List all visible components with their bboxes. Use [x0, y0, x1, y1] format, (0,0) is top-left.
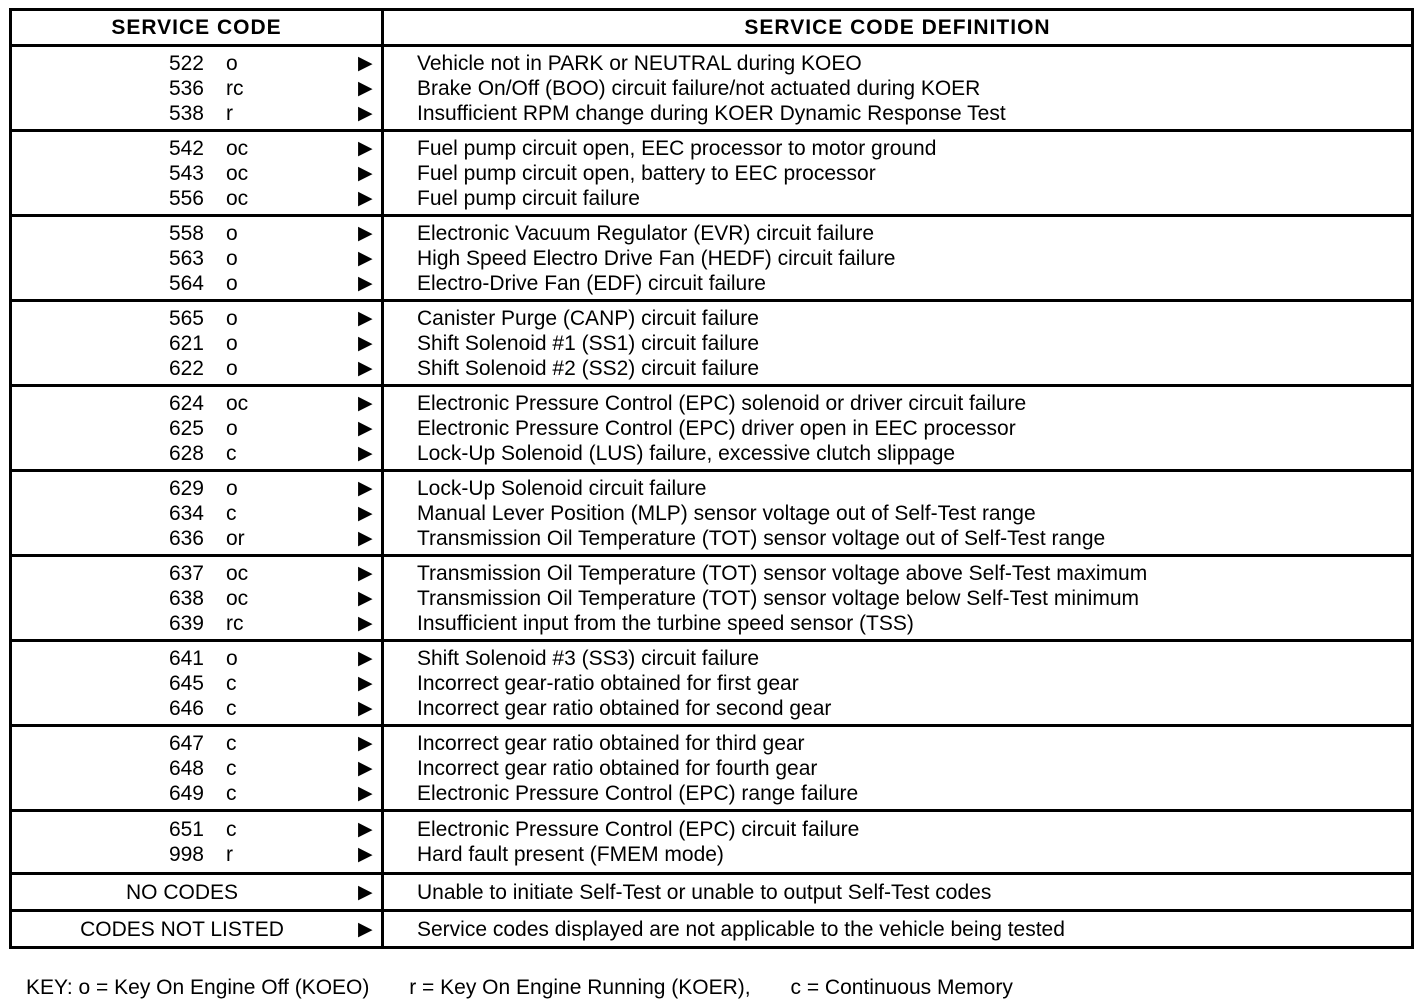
pointer-arrow-icon: ▶ — [358, 732, 373, 754]
special-code-row — [11, 911, 1413, 948]
definition-cell — [383, 131, 1413, 216]
pointer-arrow-icon: ▶ — [358, 392, 373, 414]
pointer-arrow-icon: ▶ — [358, 918, 373, 940]
pointer-arrow-icon: ▶ — [358, 782, 373, 804]
code-cell — [11, 216, 383, 301]
code-definition: Vehicle not in PARK or NEUTRAL during KOEO — [417, 51, 862, 75]
code-group-row — [11, 131, 1413, 216]
definition-cell — [383, 46, 1413, 131]
code-number: 621 — [168, 331, 204, 355]
code-cell — [11, 46, 383, 131]
code-number: 565 — [168, 306, 204, 330]
code-test-flag: o — [226, 246, 238, 270]
code-test-flag: c — [226, 696, 237, 720]
code-number: 628 — [168, 441, 204, 465]
definition-cell — [383, 216, 1413, 301]
code-entry — [12, 842, 381, 867]
code-entry — [12, 586, 381, 611]
pointer-arrow-icon: ▶ — [358, 137, 373, 159]
code-entry — [12, 271, 381, 296]
code-test-flag: r — [226, 101, 233, 125]
code-definition: Electronic Pressure Control (EPC) range failure — [417, 781, 859, 805]
code-entry — [12, 356, 381, 381]
code-definition: Shift Solenoid #2 (SS2) circuit failure — [417, 356, 759, 380]
code-test-flag: oc — [226, 391, 249, 415]
code-entry — [12, 646, 381, 671]
code-definition: Fuel pump circuit open, battery to EEC processor — [417, 161, 876, 185]
code-cell — [11, 131, 383, 216]
code-number: 649 — [168, 781, 204, 805]
table-header-row — [11, 10, 1413, 46]
code-definition: Transmission Oil Temperature (TOT) sensor voltage below Self-Test minimum — [417, 586, 1140, 610]
code-number: 543 — [168, 161, 204, 185]
code-number: 638 — [168, 586, 204, 610]
code-number: 648 — [168, 756, 204, 780]
code-group-row — [11, 471, 1413, 556]
code-entry — [12, 51, 381, 76]
code-number: 647 — [168, 731, 204, 755]
service-code-definition-column-header: SERVICE CODE DEFINITION — [383, 10, 1413, 46]
code-group-row — [11, 811, 1413, 874]
key-legend — [26, 975, 1013, 1001]
code-test-flag: rc — [226, 611, 244, 635]
code-test-flag: o — [226, 51, 238, 75]
code-entry — [12, 917, 381, 942]
code-entry — [12, 696, 381, 721]
code-cell — [11, 301, 383, 386]
code-number: 542 — [168, 136, 204, 160]
special-code-label: CODES NOT LISTED — [80, 917, 284, 941]
code-definition: Electronic Pressure Control (EPC) solenoid or driver circuit failure — [417, 391, 1027, 415]
code-entry — [12, 817, 381, 842]
pointer-arrow-icon: ▶ — [358, 502, 373, 524]
code-entry — [12, 136, 381, 161]
definition-cell — [383, 874, 1413, 911]
code-cell — [11, 386, 383, 471]
code-test-flag: c — [226, 731, 237, 755]
code-entry — [12, 306, 381, 331]
code-group-row — [11, 216, 1413, 301]
code-number: 622 — [168, 356, 204, 380]
code-test-flag: oc — [226, 161, 249, 185]
code-entry — [12, 186, 381, 211]
pointer-arrow-icon: ▶ — [358, 102, 373, 124]
code-group-row — [11, 46, 1413, 131]
code-number: 556 — [168, 186, 204, 210]
service-code-table — [9, 8, 1414, 949]
code-test-flag: c — [226, 781, 237, 805]
code-definition: High Speed Electro Drive Fan (HEDF) circuit failure — [417, 246, 896, 270]
code-test-flag: oc — [226, 561, 249, 585]
pointer-arrow-icon: ▶ — [358, 162, 373, 184]
code-group-row — [11, 301, 1413, 386]
code-test-flag: o — [226, 221, 238, 245]
pointer-arrow-icon: ▶ — [358, 881, 373, 903]
code-test-flag: o — [226, 356, 238, 380]
code-test-flag: o — [226, 416, 238, 440]
key-c: c = Continuous Memory — [790, 976, 1013, 999]
code-definition: Canister Purge (CANP) circuit failure — [417, 306, 759, 330]
code-definition: Brake On/Off (BOO) circuit failure/not actuated during KOER — [417, 76, 981, 100]
code-number: 637 — [168, 561, 204, 585]
code-number: 636 — [168, 526, 204, 550]
pointer-arrow-icon: ▶ — [358, 307, 373, 329]
code-definition: Hard fault present (FMEM mode) — [417, 843, 724, 866]
pointer-arrow-icon: ▶ — [358, 562, 373, 584]
code-test-flag: c — [226, 756, 237, 780]
pointer-arrow-icon: ▶ — [358, 672, 373, 694]
code-definition: Lock-Up Solenoid circuit failure — [417, 476, 707, 500]
code-group-row — [11, 641, 1413, 726]
code-test-flag: rc — [226, 76, 244, 100]
code-cell — [11, 874, 383, 911]
pointer-arrow-icon: ▶ — [358, 357, 373, 379]
code-definition: Insufficient RPM change during KOER Dynamic Response Test — [417, 101, 1006, 125]
pointer-arrow-icon: ▶ — [358, 844, 373, 865]
code-test-flag: r — [226, 843, 233, 866]
pointer-arrow-icon: ▶ — [358, 757, 373, 779]
pointer-arrow-icon: ▶ — [358, 52, 373, 74]
pointer-arrow-icon: ▶ — [358, 477, 373, 499]
code-cell — [11, 811, 383, 874]
code-entry — [12, 391, 381, 416]
definition-cell — [383, 301, 1413, 386]
code-cell — [11, 911, 383, 948]
code-test-flag: oc — [226, 186, 249, 210]
definition-cell — [383, 911, 1413, 948]
pointer-arrow-icon: ▶ — [358, 77, 373, 99]
table-body — [11, 46, 1413, 948]
code-entry — [12, 101, 381, 126]
code-definition: Fuel pump circuit open, EEC processor to motor ground — [417, 136, 937, 160]
code-cell — [11, 726, 383, 811]
pointer-arrow-icon: ▶ — [358, 332, 373, 354]
code-definition: Electronic Pressure Control (EPC) circuit failure — [417, 818, 860, 841]
code-test-flag: or — [226, 526, 245, 550]
code-number: 634 — [168, 501, 204, 525]
code-test-flag: c — [226, 818, 237, 841]
code-number: 625 — [168, 416, 204, 440]
code-number: 646 — [168, 696, 204, 720]
code-entry — [12, 781, 381, 806]
code-definition: Transmission Oil Temperature (TOT) sensor voltage above Self-Test maximum — [417, 561, 1148, 585]
code-test-flag: oc — [226, 136, 249, 160]
code-entry — [12, 880, 381, 905]
code-entry — [12, 671, 381, 696]
pointer-arrow-icon: ▶ — [358, 222, 373, 244]
pointer-arrow-icon: ▶ — [358, 697, 373, 719]
code-test-flag: o — [226, 271, 238, 295]
pointer-arrow-icon: ▶ — [358, 819, 373, 840]
code-number: 639 — [168, 611, 204, 635]
pointer-arrow-icon: ▶ — [358, 527, 373, 549]
code-definition: Manual Lever Position (MLP) sensor voltage out of Self-Test range — [417, 501, 1036, 525]
code-definition: Unable to initiate Self-Test or unable to output Self-Test codes — [417, 880, 992, 904]
code-number: 624 — [168, 391, 204, 415]
code-test-flag: o — [226, 331, 238, 355]
code-definition: Fuel pump circuit failure — [417, 186, 640, 210]
code-group-row — [11, 386, 1413, 471]
code-number: 536 — [168, 76, 204, 100]
code-entry — [12, 756, 381, 781]
code-entry — [12, 331, 381, 356]
special-code-row — [11, 874, 1413, 911]
code-definition: Lock-Up Solenoid (LUS) failure, excessive clutch slippage — [417, 441, 956, 465]
code-test-flag: o — [226, 646, 238, 670]
special-code-label: NO CODES — [125, 880, 238, 904]
code-definition: Insufficient input from the turbine speed sensor (TSS) — [417, 611, 914, 635]
definition-cell — [383, 726, 1413, 811]
code-number: 645 — [168, 671, 204, 695]
definition-cell — [383, 386, 1413, 471]
pointer-arrow-icon: ▶ — [358, 587, 373, 609]
code-definition: Incorrect gear-ratio obtained for first gear — [417, 671, 799, 695]
code-number: 641 — [168, 646, 204, 670]
code-number: 998 — [168, 843, 204, 866]
code-test-flag: c — [226, 501, 237, 525]
code-definition: Shift Solenoid #1 (SS1) circuit failure — [417, 331, 759, 355]
key-r: r = Key On Engine Running (KOER), — [409, 976, 751, 999]
code-test-flag: o — [226, 306, 238, 330]
key-o: KEY: o = Key On Engine Off (KOEO) — [26, 976, 370, 999]
code-number: 629 — [168, 476, 204, 500]
code-definition: Electronic Vacuum Regulator (EVR) circuit failure — [417, 221, 875, 245]
code-test-flag: c — [226, 441, 237, 465]
code-entry — [12, 76, 381, 101]
code-number: 563 — [168, 246, 204, 270]
pointer-arrow-icon: ▶ — [358, 612, 373, 634]
code-number: 522 — [168, 51, 204, 75]
service-code-column-header: SERVICE CODE — [11, 10, 383, 46]
code-number: 651 — [168, 818, 204, 841]
definition-cell — [383, 641, 1413, 726]
code-entry — [12, 526, 381, 551]
code-test-flag: c — [226, 671, 237, 695]
definition-cell — [383, 811, 1413, 874]
code-entry — [12, 441, 381, 466]
pointer-arrow-icon: ▶ — [358, 247, 373, 269]
code-test-flag: oc — [226, 586, 249, 610]
code-definition: Transmission Oil Temperature (TOT) sensor voltage out of Self-Test range — [417, 526, 1106, 550]
code-entry — [12, 731, 381, 756]
code-cell — [11, 556, 383, 641]
code-number: 558 — [168, 221, 204, 245]
code-definition: Service codes displayed are not applicable to the vehicle being tested — [417, 917, 1065, 941]
definition-cell — [383, 471, 1413, 556]
code-entry — [12, 161, 381, 186]
code-test-flag: o — [226, 476, 238, 500]
code-group-row — [11, 726, 1413, 811]
code-definition: Shift Solenoid #3 (SS3) circuit failure — [417, 646, 759, 670]
pointer-arrow-icon: ▶ — [358, 187, 373, 209]
code-entry — [12, 476, 381, 501]
code-entry — [12, 246, 381, 271]
code-number: 538 — [168, 101, 204, 125]
code-definition: Electro-Drive Fan (EDF) circuit failure — [417, 271, 766, 295]
code-definition: Incorrect gear ratio obtained for third gear — [417, 731, 805, 755]
code-group-row — [11, 556, 1413, 641]
pointer-arrow-icon: ▶ — [358, 647, 373, 669]
code-entry — [12, 416, 381, 441]
code-entry — [12, 501, 381, 526]
code-entry — [12, 561, 381, 586]
code-entry — [12, 221, 381, 246]
code-number: 564 — [168, 271, 204, 295]
pointer-arrow-icon: ▶ — [358, 417, 373, 439]
code-cell — [11, 471, 383, 556]
code-definition: Electronic Pressure Control (EPC) driver open in EEC processor — [417, 416, 1016, 440]
pointer-arrow-icon: ▶ — [358, 442, 373, 464]
code-definition: Incorrect gear ratio obtained for second gear — [417, 696, 832, 720]
pointer-arrow-icon: ▶ — [358, 272, 373, 294]
code-entry — [12, 611, 381, 636]
definition-cell — [383, 556, 1413, 641]
code-definition: Incorrect gear ratio obtained for fourth gear — [417, 756, 818, 780]
code-cell — [11, 641, 383, 726]
